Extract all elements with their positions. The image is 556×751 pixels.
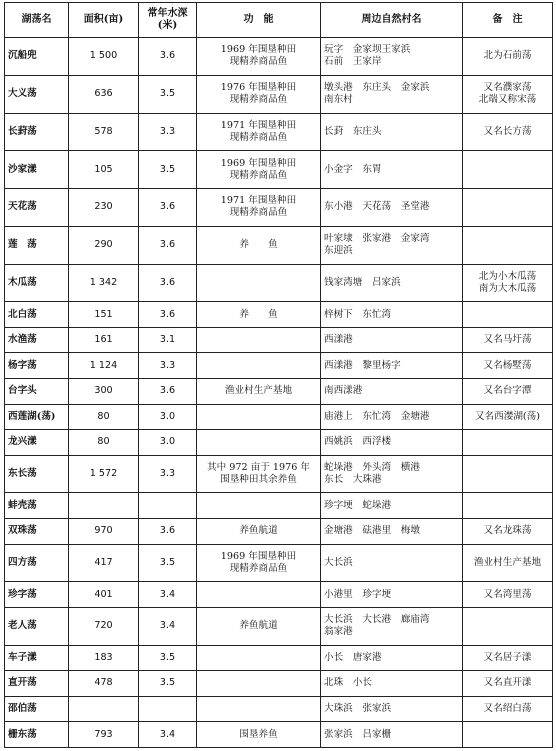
lake-name-cell: 老人荡: [5, 607, 69, 645]
area-cell: 230: [69, 189, 139, 227]
depth-cell: 3.6: [139, 518, 197, 544]
remarks-cell-line: 北为石前荡: [483, 50, 532, 62]
header-area: 面积(亩): [69, 3, 139, 38]
depth-cell: 3.5: [139, 75, 197, 113]
depth-cell: 3.0: [139, 430, 197, 456]
function-cell-line: 养鱼航道: [239, 525, 278, 537]
depth-cell: 3.4: [139, 582, 197, 608]
table-row: [5, 38, 553, 76]
function-cell-line: 养鱼航道: [239, 620, 278, 632]
function-cell-line: 现精养商品鱼: [229, 94, 288, 106]
remarks-cell-line: 又名濮家荡: [483, 82, 532, 94]
villages-cell: [321, 264, 463, 302]
depth-cell: 3.3: [139, 353, 197, 379]
villages-cell: [321, 151, 463, 189]
area-cell: 1 124: [69, 353, 139, 379]
area-cell: 300: [69, 378, 139, 404]
depth-cell: 3.3: [139, 113, 197, 151]
function-cell-line: 1971 年围垦种田: [220, 119, 297, 131]
villages-cell-line: 叶家埭 张家港 金家湾: [324, 233, 430, 245]
area-cell: 970: [69, 518, 139, 544]
area-cell: 401: [69, 582, 139, 608]
lake-name-cell: 水渔荡: [5, 327, 69, 353]
villages-cell-line: 大珠浜 张家浜: [324, 702, 392, 714]
table-row: [5, 302, 553, 328]
villages-cell: [321, 645, 463, 671]
remarks-cell: [463, 38, 553, 76]
lake-name-cell: 直开荡: [5, 671, 69, 697]
remarks-cell-line: 渔业村生产基地: [473, 556, 542, 568]
function-cell: [197, 327, 321, 353]
depth-cell: 3.6: [139, 226, 197, 264]
villages-cell-line: 小港里 珍字埂: [324, 588, 392, 600]
remarks-cell: [463, 671, 553, 697]
function-cell-line: 1971 年围垦种田: [220, 195, 297, 207]
table-row: [5, 696, 553, 722]
function-cell-line: 渔业村生产基地: [224, 385, 293, 397]
table-row: [5, 493, 553, 519]
remarks-cell: [463, 226, 553, 264]
table-row: [5, 544, 553, 582]
remarks-cell: [463, 353, 553, 379]
villages-cell: [321, 696, 463, 722]
area-cell: 417: [69, 544, 139, 582]
villages-cell-line: 玩字 金家坝王家浜: [324, 44, 411, 56]
depth-cell: 3.0: [139, 404, 197, 430]
area-cell: 478: [69, 671, 139, 697]
function-cell: [197, 113, 321, 151]
area-cell: 1 572: [69, 455, 139, 493]
lake-name-cell: 双珠荡: [5, 518, 69, 544]
villages-cell-line: 石前 王家岸: [324, 56, 382, 68]
depth-cell: 3.6: [139, 264, 197, 302]
remarks-cell-line: 北端又称宋荡: [478, 94, 537, 106]
villages-cell: [321, 582, 463, 608]
table-row: [5, 353, 553, 379]
area-cell: 290: [69, 226, 139, 264]
remarks-cell: [463, 696, 553, 722]
villages-cell-line: 南东村: [324, 94, 353, 106]
function-cell: [197, 671, 321, 697]
villages-cell: [321, 544, 463, 582]
villages-cell-line: 金塘港 砝港里 梅墩: [324, 525, 420, 537]
villages-cell: [321, 607, 463, 645]
function-cell-line: 养 鱼: [239, 239, 278, 251]
lake-name-cell: 台字头: [5, 378, 69, 404]
villages-cell: [321, 327, 463, 353]
lake-name-cell: 北白荡: [5, 302, 69, 328]
depth-cell: 3.5: [139, 645, 197, 671]
villages-cell-line: 大长浜: [324, 556, 353, 568]
villages-cell-line: 梓树下 东忙湾: [324, 308, 392, 320]
depth-cell: 3.3: [139, 455, 197, 493]
remarks-cell: [463, 113, 553, 151]
lake-name-cell: 四方荡: [5, 544, 69, 582]
function-cell: [197, 151, 321, 189]
function-cell-line: 1969 年围垦种田: [220, 157, 297, 169]
table-body: [5, 38, 553, 748]
remarks-cell-line: 又名马圩荡: [483, 334, 532, 346]
remarks-cell: [463, 544, 553, 582]
villages-cell: [321, 722, 463, 748]
villages-cell-line: 南西漾港: [324, 385, 363, 397]
villages-cell-line: 东小港 天花荡 圣堂港: [324, 201, 430, 213]
villages-cell: [321, 302, 463, 328]
lake-name-cell: 栅东荡: [5, 722, 69, 748]
function-cell: [197, 378, 321, 404]
remarks-cell: [463, 645, 553, 671]
depth-cell: 3.5: [139, 151, 197, 189]
function-cell-line: 现精养商品鱼: [229, 169, 288, 181]
function-cell: [197, 544, 321, 582]
depth-cell: 3.6: [139, 302, 197, 328]
villages-cell: [321, 226, 463, 264]
function-cell-line: 现精养商品鱼: [229, 56, 288, 68]
table-row: [5, 430, 553, 456]
villages-cell: [321, 404, 463, 430]
lake-name-cell: 龙兴漾: [5, 430, 69, 456]
header-remarks: 备 注: [463, 3, 553, 38]
remarks-cell-line: 又名台字潭: [483, 385, 532, 397]
function-cell: [197, 353, 321, 379]
function-cell-line: 现精养商品鱼: [229, 207, 288, 219]
function-cell-line: 围垦养鱼: [239, 728, 278, 740]
function-cell: [197, 455, 321, 493]
table-row: [5, 607, 553, 645]
remarks-cell: [463, 430, 553, 456]
villages-cell-line: 西姚浜 西浮楼: [324, 436, 392, 448]
function-cell: [197, 226, 321, 264]
lake-name-cell: 沙家漾: [5, 151, 69, 189]
header-depth: 常年水深(米): [139, 3, 197, 38]
remarks-cell: [463, 404, 553, 430]
remarks-cell: [463, 455, 553, 493]
villages-cell-line: 钱家湾塘 吕家浜: [324, 276, 401, 288]
lake-name-cell: 沉船兜: [5, 38, 69, 76]
remarks-cell: [463, 378, 553, 404]
function-cell: [197, 518, 321, 544]
table-header-row: [5, 3, 553, 38]
remarks-cell: [463, 607, 553, 645]
area-cell: 161: [69, 327, 139, 353]
table-row: [5, 327, 553, 353]
remarks-cell: [463, 327, 553, 353]
table-row: [5, 264, 553, 302]
function-cell: [197, 607, 321, 645]
table-row: [5, 645, 553, 671]
function-cell-line: 养 鱼: [239, 308, 278, 320]
function-cell: [197, 302, 321, 328]
remarks-cell-line: 北为小木瓜荡: [478, 270, 537, 282]
depth-cell: 3.4: [139, 607, 197, 645]
function-cell: [197, 430, 321, 456]
remarks-cell-line: 又名湾里荡: [483, 588, 532, 600]
area-cell: 793: [69, 722, 139, 748]
lake-name-cell: 大义荡: [5, 75, 69, 113]
table-row: [5, 671, 553, 697]
remarks-cell-line: 又名居子漾: [483, 651, 532, 663]
remarks-cell: [463, 582, 553, 608]
function-cell: [197, 722, 321, 748]
depth-cell: 3.5: [139, 671, 197, 697]
lake-name-cell: 长葑荡: [5, 113, 69, 151]
area-cell: 183: [69, 645, 139, 671]
depth-cell: 3.6: [139, 378, 197, 404]
table-row: [5, 518, 553, 544]
remarks-cell: [463, 189, 553, 227]
villages-cell-line: 东长 大珠港: [324, 474, 382, 485]
lake-name-cell: 珍字荡: [5, 582, 69, 608]
villages-cell-line: 西漾港 黎里杨字: [324, 359, 401, 371]
area-cell: [69, 493, 139, 519]
function-cell-line: 1969 年围垦种田: [220, 44, 297, 56]
remarks-cell-line: 又名直开漾: [483, 677, 532, 689]
remarks-cell-line: 又名西漤湖(荡): [474, 410, 541, 422]
function-cell-line: 现精养商品鱼: [229, 131, 288, 143]
function-cell: [197, 645, 321, 671]
villages-cell: [321, 518, 463, 544]
villages-cell: [321, 378, 463, 404]
villages-cell: [321, 493, 463, 519]
lake-name-cell: 西莲湖(荡): [5, 404, 69, 430]
villages-cell-line: 珍字埂 蛇垛港: [324, 499, 392, 511]
villages-cell-line: 长葑 东庄头: [324, 125, 382, 137]
villages-cell: [321, 38, 463, 76]
remarks-cell: [463, 722, 553, 748]
villages-cell: [321, 113, 463, 151]
remarks-cell-line: 又名龙珠荡: [483, 525, 532, 537]
area-cell: 578: [69, 113, 139, 151]
villages-cell-line: 小长 唐家港: [324, 651, 382, 663]
villages-cell: [321, 430, 463, 456]
lake-table: [4, 2, 553, 748]
function-cell: [197, 404, 321, 430]
remarks-cell-line: 又名长方荡: [483, 125, 532, 137]
depth-cell: 3.4: [139, 722, 197, 748]
villages-cell-line: 小金字 东胃: [324, 163, 382, 175]
lake-name-cell: 车子漾: [5, 645, 69, 671]
villages-cell: [321, 353, 463, 379]
area-cell: 636: [69, 75, 139, 113]
lake-table-page: [4, 2, 552, 748]
villages-cell-line: 蛇垛港 外头湾 横港: [324, 462, 420, 474]
villages-cell: [321, 671, 463, 697]
lake-name-cell: 莲 荡: [5, 226, 69, 264]
table-row: [5, 75, 553, 113]
function-cell: [197, 493, 321, 519]
table-row: [5, 582, 553, 608]
area-cell: 151: [69, 302, 139, 328]
remarks-cell: [463, 493, 553, 519]
function-cell: [197, 264, 321, 302]
table-row: [5, 226, 553, 264]
function-cell: [197, 582, 321, 608]
remarks-cell: [463, 75, 553, 113]
villages-cell-line: 西漾港: [324, 334, 353, 346]
header-villages: 周边自然村名: [321, 3, 463, 38]
villages-cell-line: 东迎浜: [324, 245, 353, 257]
remarks-cell-line: 又名绍白荡: [483, 702, 532, 714]
remarks-cell: [463, 518, 553, 544]
villages-cell: [321, 75, 463, 113]
area-cell: 1 500: [69, 38, 139, 76]
villages-cell-line: 大长浜 大长港 廊庙湾: [324, 614, 430, 626]
table-row: [5, 378, 553, 404]
depth-cell: 3.6: [139, 189, 197, 227]
function-cell-line: 1969 年围垦种田: [220, 550, 297, 562]
lake-name-cell: 天花荡: [5, 189, 69, 227]
depth-cell: 3.5: [139, 544, 197, 582]
table-row: [5, 189, 553, 227]
depth-cell: [139, 696, 197, 722]
area-cell: 80: [69, 430, 139, 456]
depth-cell: [139, 493, 197, 519]
remarks-cell-line: 南为大木瓜荡: [478, 282, 537, 294]
function-cell-line: 现精养商品鱼: [229, 562, 288, 574]
villages-cell-line: 张家浜 吕家栅: [324, 728, 392, 740]
area-cell: 720: [69, 607, 139, 645]
area-cell: 80: [69, 404, 139, 430]
villages-cell: [321, 455, 463, 493]
function-cell: [197, 38, 321, 76]
table-row: [5, 722, 553, 748]
area-cell: 1 342: [69, 264, 139, 302]
function-cell-line: 其中 972 亩于 1976 年: [207, 462, 310, 474]
remarks-cell: [463, 264, 553, 302]
header-function: 功 能: [197, 3, 321, 38]
table-row: [5, 404, 553, 430]
function-cell: [197, 696, 321, 722]
function-cell: [197, 75, 321, 113]
depth-cell: 3.1: [139, 327, 197, 353]
area-cell: 105: [69, 151, 139, 189]
table-row: [5, 455, 553, 493]
lake-name-cell: 邵伯荡: [5, 696, 69, 722]
lake-name-cell: 木瓜荡: [5, 264, 69, 302]
villages-cell: [321, 189, 463, 227]
function-cell: [197, 189, 321, 227]
table-row: [5, 113, 553, 151]
function-cell-line: 1976 年围垦种田: [220, 82, 297, 94]
area-cell: [69, 696, 139, 722]
villages-cell-line: 墩头港 东庄头 金家浜: [324, 82, 430, 94]
remarks-cell: [463, 151, 553, 189]
lake-name-cell: 杨字荡: [5, 353, 69, 379]
depth-cell: 3.6: [139, 38, 197, 76]
villages-cell-line: 翁家港: [324, 626, 353, 638]
lake-name-cell: 东长荡: [5, 455, 69, 493]
function-cell-line: 围垦种田其余养鱼: [220, 474, 297, 485]
villages-cell-line: 北珠 小长: [324, 677, 372, 689]
lake-name-cell: 蚌壳荡: [5, 493, 69, 519]
remarks-cell: [463, 302, 553, 328]
villages-cell-line: 庙港上 东忙湾 金塘港: [324, 410, 430, 422]
header-lake-name: 湖荡名: [5, 3, 69, 38]
remarks-cell-line: 又名杨墅荡: [483, 359, 532, 371]
table-row: [5, 151, 553, 189]
